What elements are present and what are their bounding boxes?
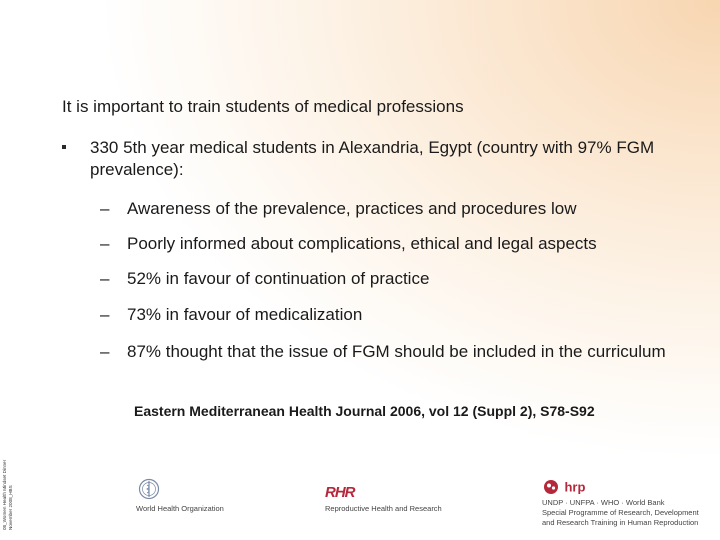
footer-logos xyxy=(0,478,720,533)
side-caption-line: 08_Women Health Mindset Dinner xyxy=(2,459,7,530)
dash: – xyxy=(100,342,110,361)
sub-bullet-text: Poorly informed about complications, ethical and legal aspects xyxy=(127,234,597,253)
hrp-label xyxy=(542,498,699,528)
dash: – xyxy=(100,269,110,288)
dash: – xyxy=(100,305,110,324)
hrp-mark-text: hrp xyxy=(564,479,586,495)
hrp-line: and Research Training in Human Reproduction xyxy=(542,518,699,527)
who-label: World Health Organization xyxy=(136,504,224,513)
dash: – xyxy=(100,234,110,253)
sub-bullet-text: Awareness of the prevalence, practices and procedures low xyxy=(127,199,577,218)
sub-bullet-text: 52% in favour of continuation of practice xyxy=(127,269,430,288)
dash: – xyxy=(100,199,110,218)
slide-title: It is important to train students of medical professions xyxy=(62,97,464,116)
hrp-line: UNDP · UNFPA · WHO · World Bank xyxy=(542,498,665,507)
rhr-label: Reproductive Health and Research xyxy=(325,504,442,513)
hrp-line: Special Programme of Research, Development xyxy=(542,508,699,517)
main-bullet-text: 330 5th year medical students in Alexandria, Egypt (country with 97% FGM prevalence): xyxy=(90,138,655,179)
bullet-marker xyxy=(62,145,66,149)
rhr-logo: RHR xyxy=(325,484,355,501)
who-emblem-icon xyxy=(138,478,160,500)
sub-bullet-text: 87% thought that the issue of FGM should be included in the curriculum xyxy=(127,342,666,361)
citation: Eastern Mediterranean Health Journal 2006, vol 12 (Suppl 2), S78-S92 xyxy=(134,403,595,419)
hrp-logo xyxy=(542,478,585,496)
hrp-emblem-icon xyxy=(542,479,560,495)
side-caption-line: November 2008_HBS xyxy=(8,485,13,530)
sub-bullet-text: 73% in favour of medicalization xyxy=(127,305,363,324)
